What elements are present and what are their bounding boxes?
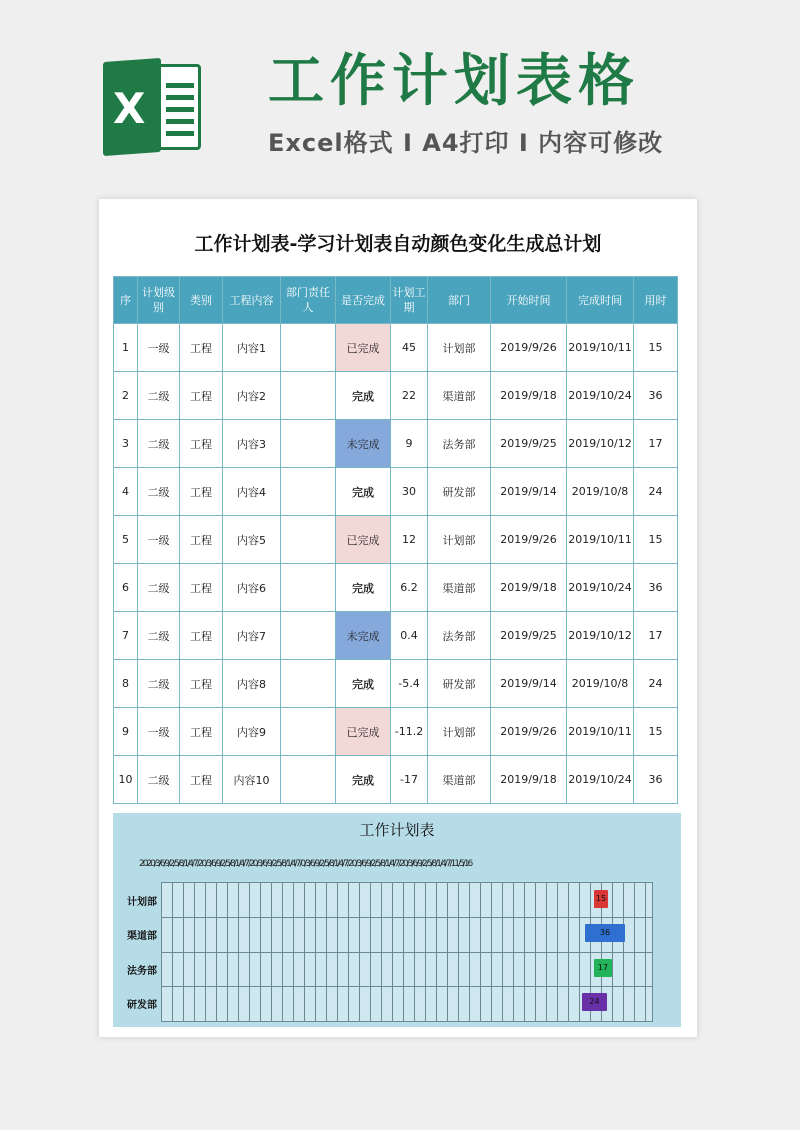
column-header: 计划级别	[138, 277, 180, 324]
table-cell[interactable]: 已完成	[336, 708, 391, 756]
table-cell[interactable]: 研发部	[428, 660, 491, 708]
gantt-title: 工作计划表	[359, 821, 435, 839]
table-row	[114, 468, 678, 516]
table-row	[114, 564, 678, 612]
table-cell[interactable]: 二级	[138, 660, 180, 708]
table-cell[interactable]: 内容9	[223, 708, 281, 756]
table-cell[interactable]: 内容2	[223, 372, 281, 420]
table-cell[interactable]: 10	[114, 756, 138, 804]
table-cell[interactable]: 内容7	[223, 612, 281, 660]
table-cell[interactable]: 2019/10/12	[567, 612, 634, 660]
table-body	[114, 324, 678, 804]
column-header: 用时	[634, 277, 678, 324]
table-cell[interactable]: -11.2	[391, 708, 428, 756]
table-row	[114, 420, 678, 468]
column-header: 部门	[428, 277, 491, 324]
gantt-bar: 17	[594, 959, 612, 977]
table-cell[interactable]: 未完成	[336, 612, 391, 660]
table-cell[interactable]: 2019/10/11	[567, 324, 634, 372]
table-cell[interactable]: 一级	[138, 516, 180, 564]
gantt-date-ticks: 2020/3/6/9/2/5/8/1/4/7/20/3/6/9/2/5/8/1/4/7/20/3/6/9/2/5/8/1/4/7/0/3/6/9/2/5/8/1/4/7/20/3/6/9/2/5/8/1/4/7/20/3/6/9/2/5/8/1/4/7/11/5/16	[139, 859, 472, 869]
table-cell[interactable]: 2019/10/24	[567, 372, 634, 420]
table-cell[interactable]: 22	[391, 372, 428, 420]
table-cell[interactable]: 未完成	[336, 420, 391, 468]
table-cell[interactable]: -5.4	[391, 660, 428, 708]
gantt-category-label: 法务部	[127, 966, 157, 977]
table-row	[114, 516, 678, 564]
column-header: 开始时间	[491, 277, 567, 324]
table-cell[interactable]: 17	[634, 612, 678, 660]
table-cell[interactable]: 12	[391, 516, 428, 564]
table-cell[interactable]: 2019/9/25	[491, 612, 567, 660]
table-cell[interactable]: 内容1	[223, 324, 281, 372]
table-cell[interactable]: 2019/9/14	[491, 468, 567, 516]
table-cell[interactable]: 2019/10/8	[567, 660, 634, 708]
table-cell[interactable]: 6	[114, 564, 138, 612]
table-cell[interactable]	[281, 516, 336, 564]
table-cell[interactable]: 工程	[180, 324, 223, 372]
table-cell[interactable]	[281, 756, 336, 804]
table-cell[interactable]	[281, 324, 336, 372]
table-cell[interactable]: 内容8	[223, 660, 281, 708]
table-cell[interactable]: 工程	[180, 612, 223, 660]
table-cell[interactable]: 工程	[180, 516, 223, 564]
table-cell[interactable]: 内容5	[223, 516, 281, 564]
table-row	[114, 708, 678, 756]
table-cell[interactable]: 0.4	[391, 612, 428, 660]
table-cell[interactable]: 36	[634, 372, 678, 420]
table-cell[interactable]: 2019/10/12	[567, 420, 634, 468]
table-cell[interactable]: 2019/9/26	[491, 324, 567, 372]
table-cell[interactable]: 二级	[138, 564, 180, 612]
table-cell[interactable]: 工程	[180, 708, 223, 756]
table-cell[interactable]: 15	[634, 324, 678, 372]
table-cell[interactable]: 内容3	[223, 420, 281, 468]
table-cell[interactable]: 7	[114, 612, 138, 660]
table-cell[interactable]: 二级	[138, 612, 180, 660]
table-cell[interactable]: 已完成	[336, 516, 391, 564]
table-cell[interactable]: 15	[634, 516, 678, 564]
table-cell[interactable]: 完成	[336, 564, 391, 612]
table-cell[interactable]	[281, 420, 336, 468]
table-cell[interactable]: 3	[114, 420, 138, 468]
column-header: 工程内容	[223, 277, 281, 324]
sheet-title: 工作计划表-学习计划表自动颜色变化生成总计划	[194, 233, 602, 255]
table-cell[interactable]: 已完成	[336, 324, 391, 372]
table-cell[interactable]: 2019/9/18	[491, 564, 567, 612]
table-row	[114, 612, 678, 660]
table-cell[interactable]: 9	[391, 420, 428, 468]
table-cell[interactable]	[281, 612, 336, 660]
table-cell[interactable]: 工程	[180, 468, 223, 516]
table-cell[interactable]: 30	[391, 468, 428, 516]
column-header: 完成时间	[567, 277, 634, 324]
table-cell[interactable]: 2	[114, 372, 138, 420]
excel-x-icon: X	[113, 84, 146, 133]
table-cell[interactable]: 渠道部	[428, 372, 491, 420]
table-cell[interactable]: 法务部	[428, 420, 491, 468]
table-row	[114, 372, 678, 420]
table-cell[interactable]: 36	[634, 756, 678, 804]
table-cell[interactable]: 工程	[180, 756, 223, 804]
table-cell[interactable]: 工程	[180, 372, 223, 420]
table-cell[interactable]: 17	[634, 420, 678, 468]
table-cell[interactable]: 计划部	[428, 708, 491, 756]
table-cell[interactable]: 研发部	[428, 468, 491, 516]
table-cell[interactable]: 8	[114, 660, 138, 708]
table-cell[interactable]: 计划部	[428, 516, 491, 564]
table-cell[interactable]	[281, 564, 336, 612]
table-cell[interactable]: 1	[114, 324, 138, 372]
table-header-row	[114, 277, 678, 324]
column-header: 是否完成	[336, 277, 391, 324]
gantt-category-label: 渠道部	[127, 931, 157, 942]
page-title: 工作计划表格	[268, 49, 640, 114]
table-cell[interactable]: 内容10	[223, 756, 281, 804]
table-cell[interactable]: 2019/10/24	[567, 564, 634, 612]
column-header: 计划工期	[391, 277, 428, 324]
table-cell[interactable]: 2019/10/11	[567, 708, 634, 756]
table-cell[interactable]: 完成	[336, 468, 391, 516]
table-cell[interactable]: 工程	[180, 420, 223, 468]
table-cell[interactable]: 6.2	[391, 564, 428, 612]
table-cell[interactable]: 2019/10/8	[567, 468, 634, 516]
gantt-bar: 36	[585, 924, 625, 942]
table-cell[interactable]: 24	[634, 660, 678, 708]
plan-table	[113, 276, 678, 804]
table-row	[114, 660, 678, 708]
table-cell[interactable]: 二级	[138, 420, 180, 468]
page-subtitle: Excel格式 I A4打印 I 内容可修改	[268, 129, 664, 157]
table-cell[interactable]: 计划部	[428, 324, 491, 372]
table-cell[interactable]: 内容4	[223, 468, 281, 516]
table-cell[interactable]: 渠道部	[428, 564, 491, 612]
column-header: 部门责任人	[281, 277, 336, 324]
gantt-bar: 15	[594, 890, 608, 908]
table-cell[interactable]: 2019/9/14	[491, 660, 567, 708]
table-cell[interactable]: 2019/10/11	[567, 516, 634, 564]
table-cell[interactable]: 9	[114, 708, 138, 756]
table-cell[interactable]: 内容6	[223, 564, 281, 612]
table-cell[interactable]	[281, 372, 336, 420]
table-cell[interactable]: 15	[634, 708, 678, 756]
table-cell[interactable]: 二级	[138, 372, 180, 420]
table-cell[interactable]: 2019/9/26	[491, 708, 567, 756]
table-cell[interactable]: 45	[391, 324, 428, 372]
table-row	[114, 324, 678, 372]
table-cell[interactable]: 完成	[336, 660, 391, 708]
gantt-category-label: 计划部	[127, 897, 157, 908]
spreadsheet-page	[99, 199, 697, 1037]
table-cell[interactable]: 工程	[180, 564, 223, 612]
table-cell[interactable]: -17	[391, 756, 428, 804]
table-cell[interactable]: 2019/10/24	[567, 756, 634, 804]
table-cell[interactable]	[281, 468, 336, 516]
table-cell[interactable]: 一级	[138, 324, 180, 372]
table-cell[interactable]: 二级	[138, 756, 180, 804]
table-cell[interactable]: 完成	[336, 756, 391, 804]
table-cell[interactable]	[281, 660, 336, 708]
table-cell[interactable]: 法务部	[428, 612, 491, 660]
table-row	[114, 756, 678, 804]
table-cell[interactable]: 4	[114, 468, 138, 516]
table-cell[interactable]: 24	[634, 468, 678, 516]
gantt-category-label: 研发部	[127, 1000, 157, 1011]
table-cell[interactable]	[281, 708, 336, 756]
table-cell[interactable]: 工程	[180, 660, 223, 708]
table-cell[interactable]: 5	[114, 516, 138, 564]
gantt-grid	[161, 882, 653, 1022]
table-cell[interactable]: 2019/9/25	[491, 420, 567, 468]
table-cell[interactable]: 二级	[138, 468, 180, 516]
table-cell[interactable]: 2019/9/26	[491, 516, 567, 564]
table-cell[interactable]: 完成	[336, 372, 391, 420]
column-header: 类别	[180, 277, 223, 324]
table-cell[interactable]: 2019/9/18	[491, 372, 567, 420]
excel-logo	[103, 60, 203, 154]
table-cell[interactable]: 一级	[138, 708, 180, 756]
gantt-bar: 24	[582, 993, 607, 1011]
table-cell[interactable]: 2019/9/18	[491, 756, 567, 804]
table-cell[interactable]: 36	[634, 564, 678, 612]
gantt-chart	[113, 813, 681, 1027]
table-cell[interactable]: 渠道部	[428, 756, 491, 804]
column-header: 序	[114, 277, 138, 324]
